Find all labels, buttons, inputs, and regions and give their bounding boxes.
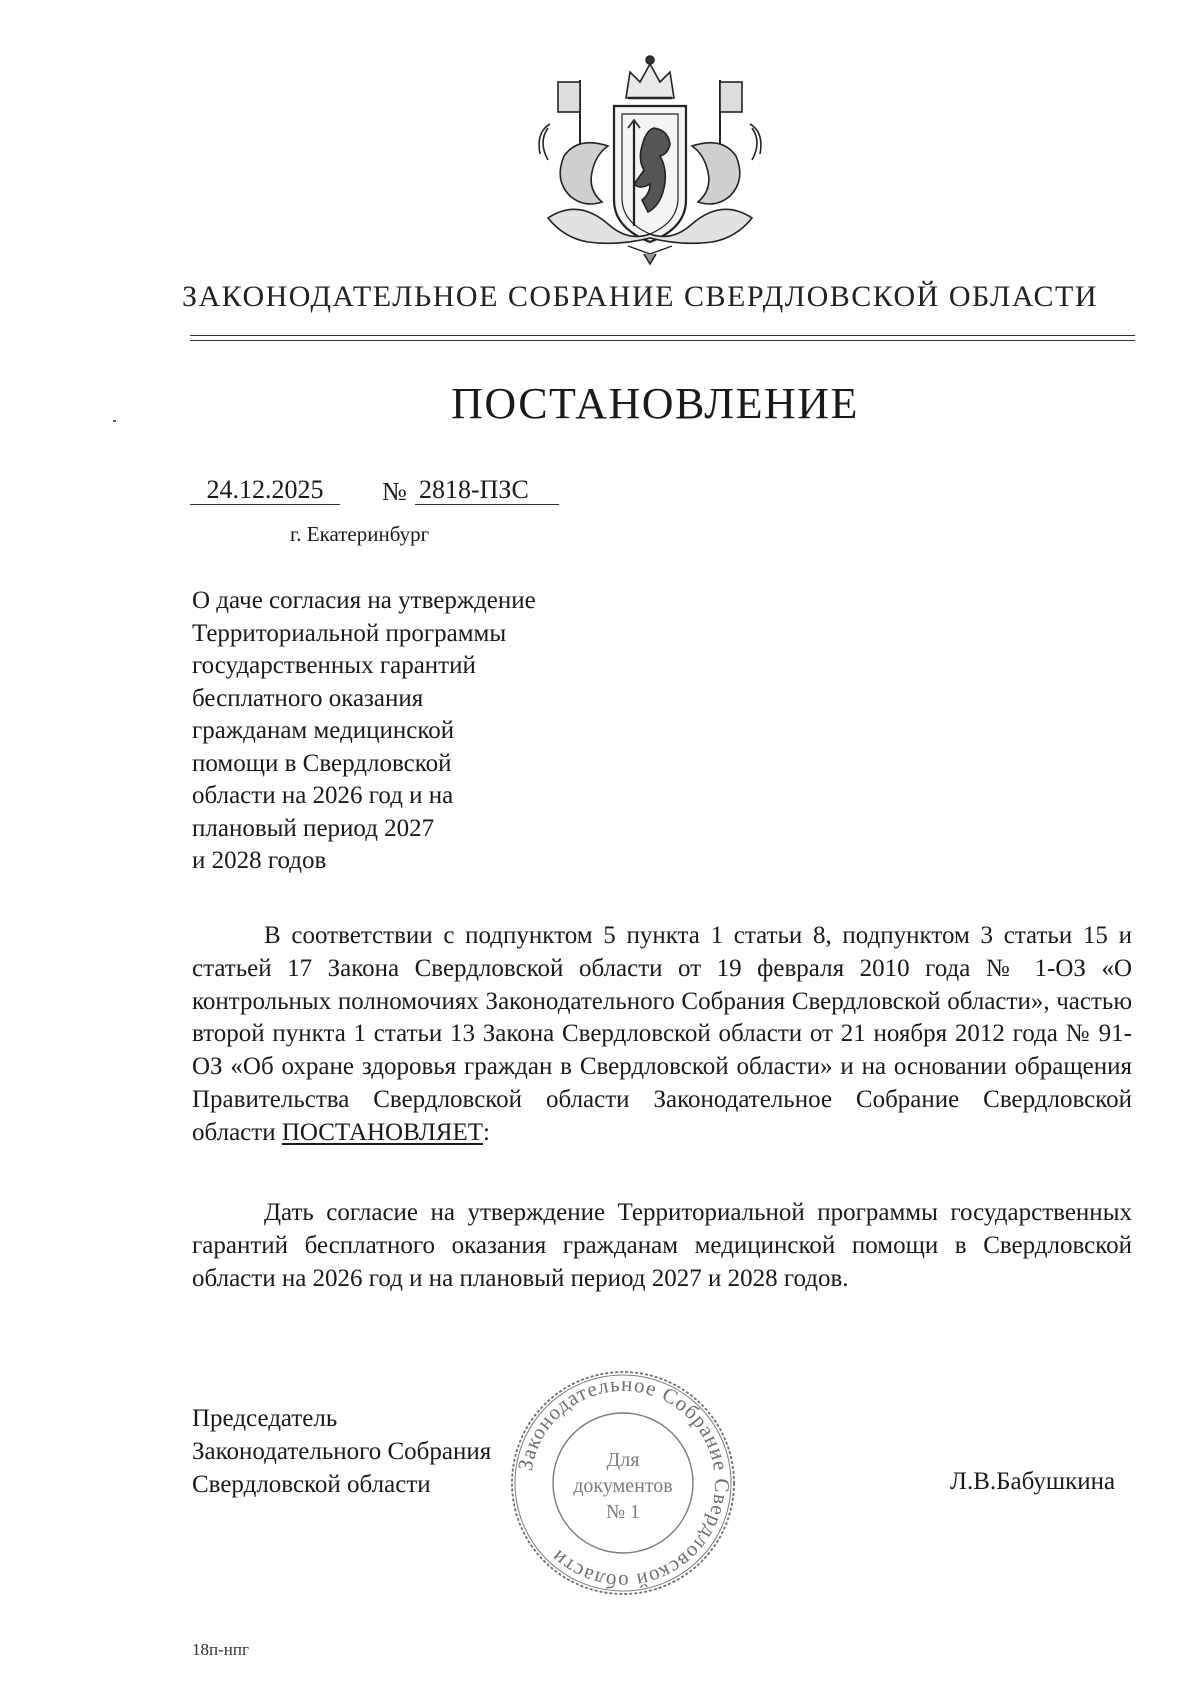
seal-center-line: документов (573, 1475, 673, 1497)
header-rule-top (190, 335, 1135, 336)
subject-line: Территориальной программы (192, 619, 507, 647)
subject-line: плановый период 2027 (192, 814, 435, 842)
header-rule-bottom (190, 340, 1135, 341)
margin-mark (113, 420, 116, 422)
signatory-title (192, 1402, 491, 1501)
operative-paragraph: Дать согласие на утверждение Территориальной программы государственных гарантий бесплатного оказания гражданам медицинской помощи в Свердловской области на 2026 год и на плановый период 2027 и 2028 годов. (192, 1199, 1132, 1292)
subject-line: бесплатного оказания (192, 684, 424, 712)
subject-line: области на 2026 год и на (192, 782, 454, 809)
subject-line: государственных гарантий (192, 652, 476, 679)
subject-line: и 2028 годов (192, 847, 327, 874)
document-date: 24.12.2025 (190, 476, 340, 505)
resolves-word: ПОСТАНОВЛЯЕТ (281, 1118, 483, 1146)
signatory-title-line: Свердловской области (192, 1471, 431, 1498)
preamble-paragraph (192, 920, 1132, 1150)
subject-line: О даче согласия на утверждение (192, 587, 536, 614)
city-label: г. Екатеринбург (290, 522, 430, 546)
subject-line: помощи в Свердловской (192, 749, 452, 777)
document-type-heading: ПОСТАНОВЛЕНИЕ (451, 379, 859, 428)
number-sign: № (382, 477, 407, 506)
preamble-text: В соответствии с подпунктом 5 пункта 1 статьи 8, подпунктом 3 статьи 15 и статьей 17 Закона Свердловской области от 19 февраля 2010 года № 1-ОЗ «О контрольных полномочиях Законодательного Собрания Свердловской области», частью второй пункта 1 статьи 13 Закона Свердловской области от 21 ноября 2012 года № 91-ОЗ «Об охране здоровья граждан в Свердловской области» и на основании обращения Правительства Свердловской области Законодательное Собрание Свердловской области (192, 922, 1132, 1146)
resolves-colon: : (483, 1118, 490, 1146)
seal-center-line: № 1 (605, 1501, 641, 1523)
signatory-title-line: Председатель (192, 1405, 338, 1432)
signatory-name: Л.В.Бабушкина (950, 1468, 1116, 1495)
signatory-title-line: Законодательного Собрания (192, 1438, 492, 1465)
coat-of-arms-emblem (518, 50, 782, 266)
official-seal-stamp (508, 1368, 738, 1598)
footer-code: 18п-нпг (192, 1640, 249, 1659)
seal-ring-text: Законодательное Собрание Свердловской области (512, 1371, 735, 1595)
document-number: 2818-ПЗС (415, 476, 559, 505)
seal-center-line: Для (606, 1449, 640, 1471)
document-subject (192, 585, 612, 878)
subject-line: гражданам медицинской (192, 717, 455, 744)
organization-title: ЗАКОНОДАТЕЛЬНОЕ СОБРАНИЕ СВЕРДЛОВСКОЙ ОБЛАСТИ (181, 280, 1099, 313)
